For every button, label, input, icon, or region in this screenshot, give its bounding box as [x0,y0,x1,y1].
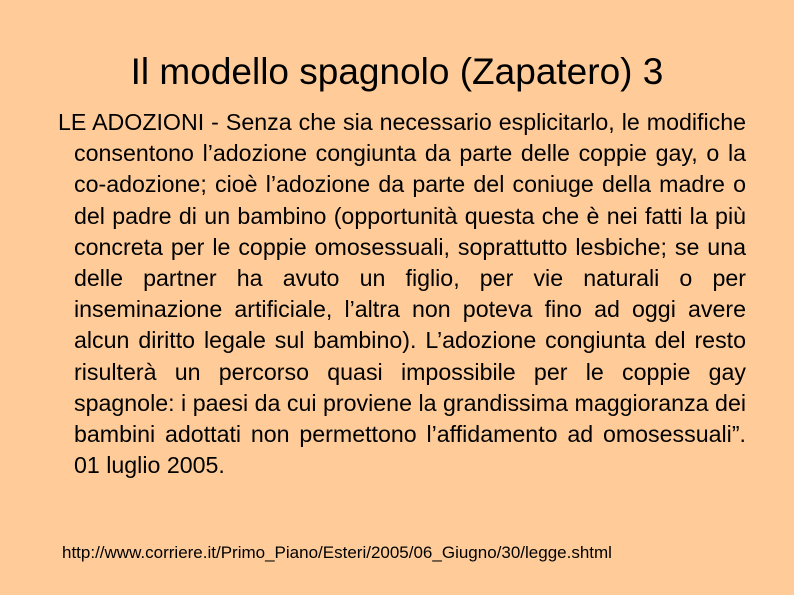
slide-title: Il modello spagnolo (Zapatero) 3 [130,51,664,92]
slide-body-text: LE ADOZIONI - Senza che sia necessario esplicitarlo, le modifiche consentono l’adozione congiunta da parte delle coppie gay, o la co-adozione; cioè l’adozione da parte del coniuge della madre o del padre di un bambino (opportunità questa che è nei fatti la più concreta per le coppie omosessuali, soprattutto lesbiche; se una delle partner ha avuto un figlio, per vie naturali o per inseminazione artificiale, l’altra non poteva fino ad oggi avere alcun diritto legale sul bambino). L’adozione congiunta del resto risulterà un percorso quasi impossibile per le coppie gay spagnole: i paesi da cui proviene la grandissima maggioranza dei bambini adottati non permettono l’affidamento ad omosessuali”. 01 luglio 2005. [58,109,746,479]
source-url: http://www.corriere.it/Primo_Piano/Esteri/2005/06_Giugno/30/legge.shtml [62,543,612,562]
